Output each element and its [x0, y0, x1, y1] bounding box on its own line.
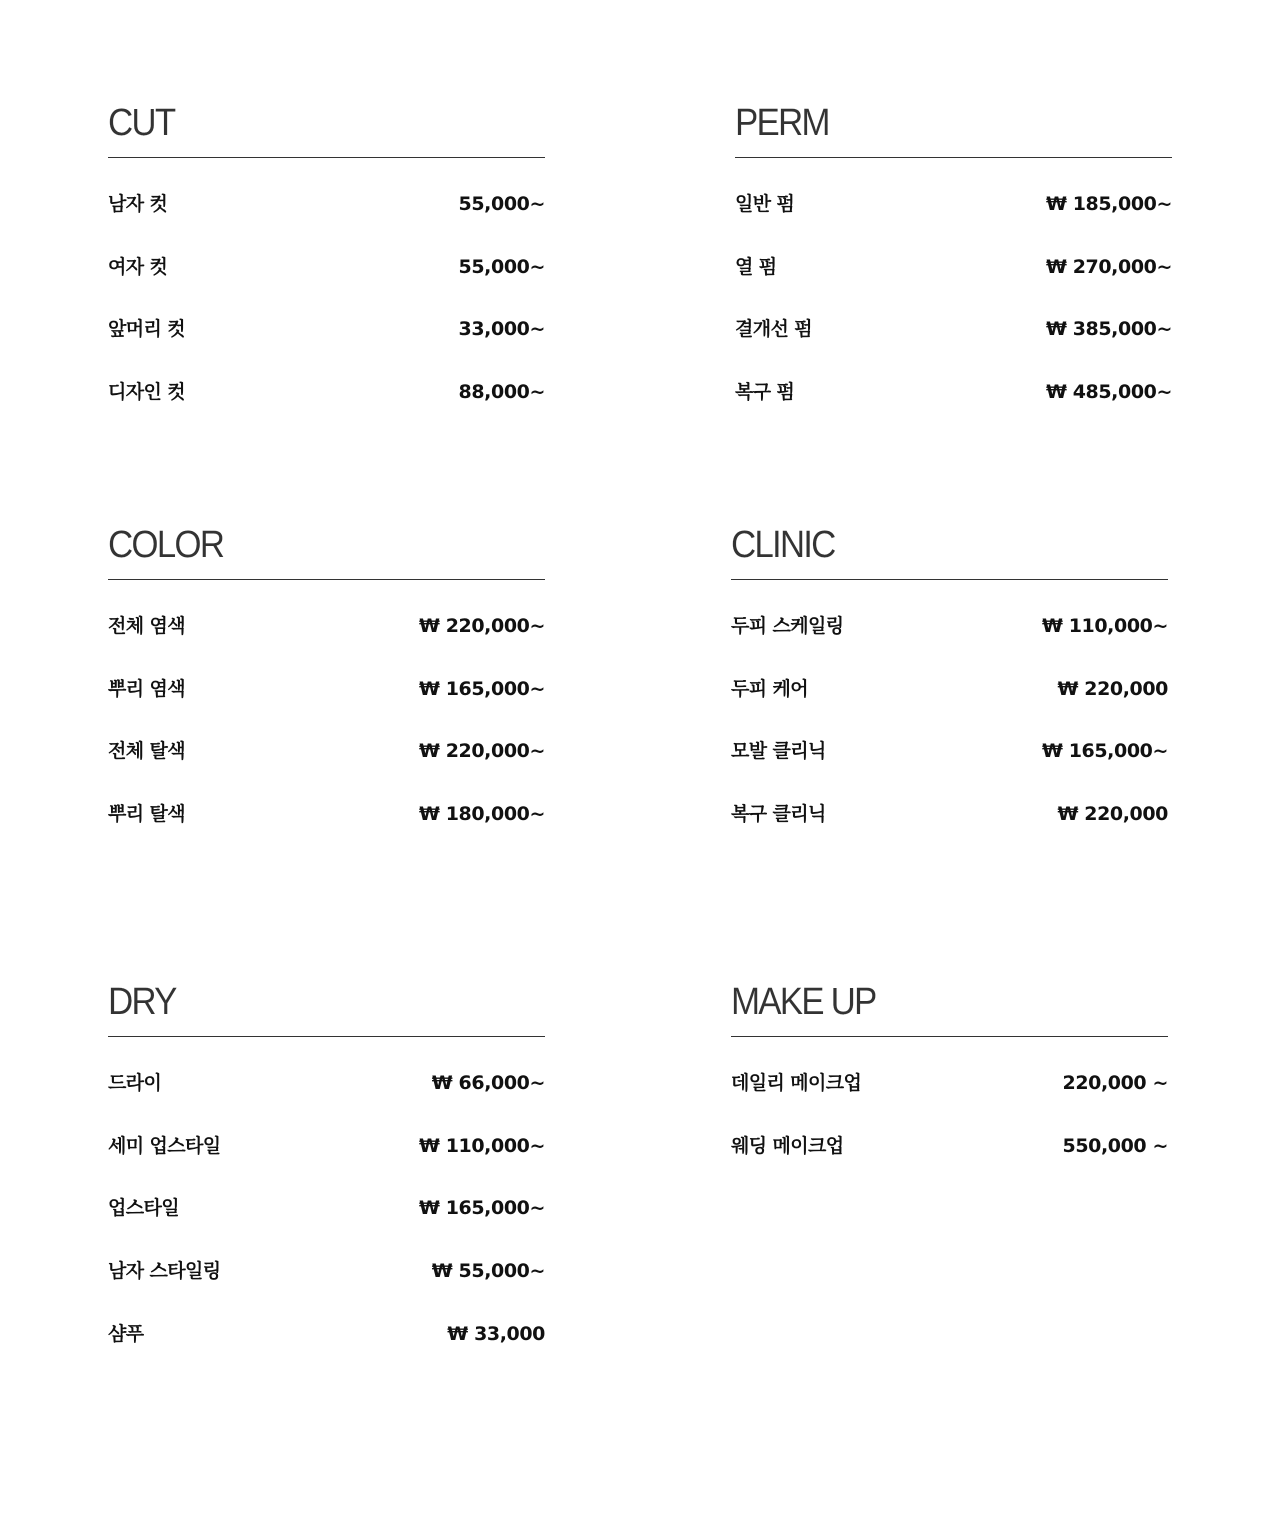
item-name: 앞머리 컷: [108, 318, 186, 341]
price-item: [735, 380, 1172, 405]
item-name: 모발 클리닉: [731, 740, 826, 763]
item-price: ₩ 220,000~: [418, 740, 545, 763]
item-name: 여자 컷: [108, 255, 168, 278]
price-list-cut: [108, 192, 545, 405]
price-item: [731, 802, 1168, 827]
item-price: ₩ 220,000: [1057, 677, 1168, 700]
price-list-clinic: [731, 614, 1168, 827]
price-item: [108, 677, 545, 702]
item-name: 일반 펌: [735, 193, 795, 215]
item-price: 88,000~: [458, 381, 545, 404]
section-divider: [735, 157, 1172, 158]
item-price: 55,000~: [458, 255, 545, 278]
item-price: ₩ 55,000~: [431, 1260, 545, 1283]
item-name: 복구 펌: [735, 381, 795, 404]
item-name: 샴푸: [108, 1322, 144, 1345]
section-title-color: COLOR: [108, 524, 224, 566]
section-title-makeup: MAKE UP: [731, 981, 876, 1023]
item-name: 남자 컷: [108, 193, 168, 215]
price-item: [108, 802, 545, 827]
item-name: 전체 탈색: [108, 740, 186, 763]
item-name: 데일리 메이크업: [731, 1072, 862, 1094]
item-name: 드라이: [108, 1072, 162, 1094]
item-name: 결개선 펌: [735, 318, 813, 341]
item-price: ₩ 33,000: [447, 1322, 545, 1345]
price-item: [731, 614, 1168, 639]
price-item: [108, 1259, 545, 1284]
price-list-makeup: [731, 1071, 1168, 1159]
item-price: ₩ 180,000~: [418, 803, 545, 826]
item-price: ₩ 270,000~: [1045, 255, 1172, 278]
item-price: ₩ 385,000~: [1045, 318, 1172, 341]
item-price: 550,000 ~: [1062, 1134, 1168, 1157]
section-cut: [108, 101, 545, 405]
item-name: 뿌리 염색: [108, 677, 186, 700]
item-name: 남자 스타일링: [108, 1260, 221, 1283]
price-item: [108, 614, 545, 639]
section-title-cut: CUT: [108, 102, 175, 144]
price-item: [108, 739, 545, 764]
item-price: ₩ 110,000~: [418, 1134, 545, 1157]
section-title-dry: DRY: [108, 981, 176, 1023]
item-name: 디자인 컷: [108, 381, 186, 404]
item-name: 두피 스케일링: [731, 615, 844, 637]
price-list-dry: [108, 1071, 545, 1347]
item-price: ₩ 110,000~: [1041, 615, 1168, 637]
item-name: 열 펌: [735, 255, 777, 278]
price-item: [735, 192, 1172, 217]
section-color: [108, 523, 545, 827]
price-item: [108, 1071, 545, 1096]
price-item: [731, 739, 1168, 764]
item-price: 55,000~: [458, 193, 545, 215]
price-list-perm: [735, 192, 1172, 405]
section-title-perm: PERM: [735, 102, 829, 144]
section-makeup: [731, 980, 1168, 1159]
section-perm: [735, 101, 1172, 405]
section-clinic: [731, 523, 1168, 827]
section-divider: [731, 1036, 1168, 1037]
section-title-clinic: CLINIC: [731, 524, 835, 566]
item-price: 33,000~: [458, 318, 545, 341]
section-divider: [108, 1036, 545, 1037]
item-name: 뿌리 탈색: [108, 803, 186, 826]
price-list-color: [108, 614, 545, 827]
item-name: 두피 케어: [731, 677, 809, 700]
price-item: [731, 1071, 1168, 1096]
item-price: ₩ 165,000~: [1041, 740, 1168, 763]
item-price: ₩ 165,000~: [418, 1197, 545, 1220]
item-name: 전체 염색: [108, 615, 186, 637]
item-price: ₩ 220,000~: [418, 615, 545, 637]
price-item: [735, 255, 1172, 280]
price-item: [735, 317, 1172, 342]
price-item: [108, 1134, 545, 1159]
item-price: ₩ 165,000~: [418, 677, 545, 700]
item-price: ₩ 185,000~: [1045, 193, 1172, 215]
item-name: 업스타일: [108, 1197, 180, 1220]
price-item: [108, 255, 545, 280]
item-price: ₩ 66,000~: [431, 1072, 545, 1094]
section-dry: [108, 980, 545, 1347]
item-name: 웨딩 메이크업: [731, 1134, 844, 1157]
section-divider: [108, 579, 545, 580]
item-name: 세미 업스타일: [108, 1134, 221, 1157]
price-item: [108, 192, 545, 217]
price-item: [731, 1134, 1168, 1159]
item-name: 복구 클리닉: [731, 803, 826, 826]
price-item: [108, 1322, 545, 1347]
price-item: [108, 317, 545, 342]
price-item: [108, 1196, 545, 1221]
section-divider: [108, 157, 545, 158]
price-item: [731, 677, 1168, 702]
item-price: ₩ 485,000~: [1045, 381, 1172, 404]
item-price: 220,000 ~: [1062, 1072, 1168, 1094]
price-item: [108, 380, 545, 405]
item-price: ₩ 220,000: [1057, 803, 1168, 826]
section-divider: [731, 579, 1168, 580]
